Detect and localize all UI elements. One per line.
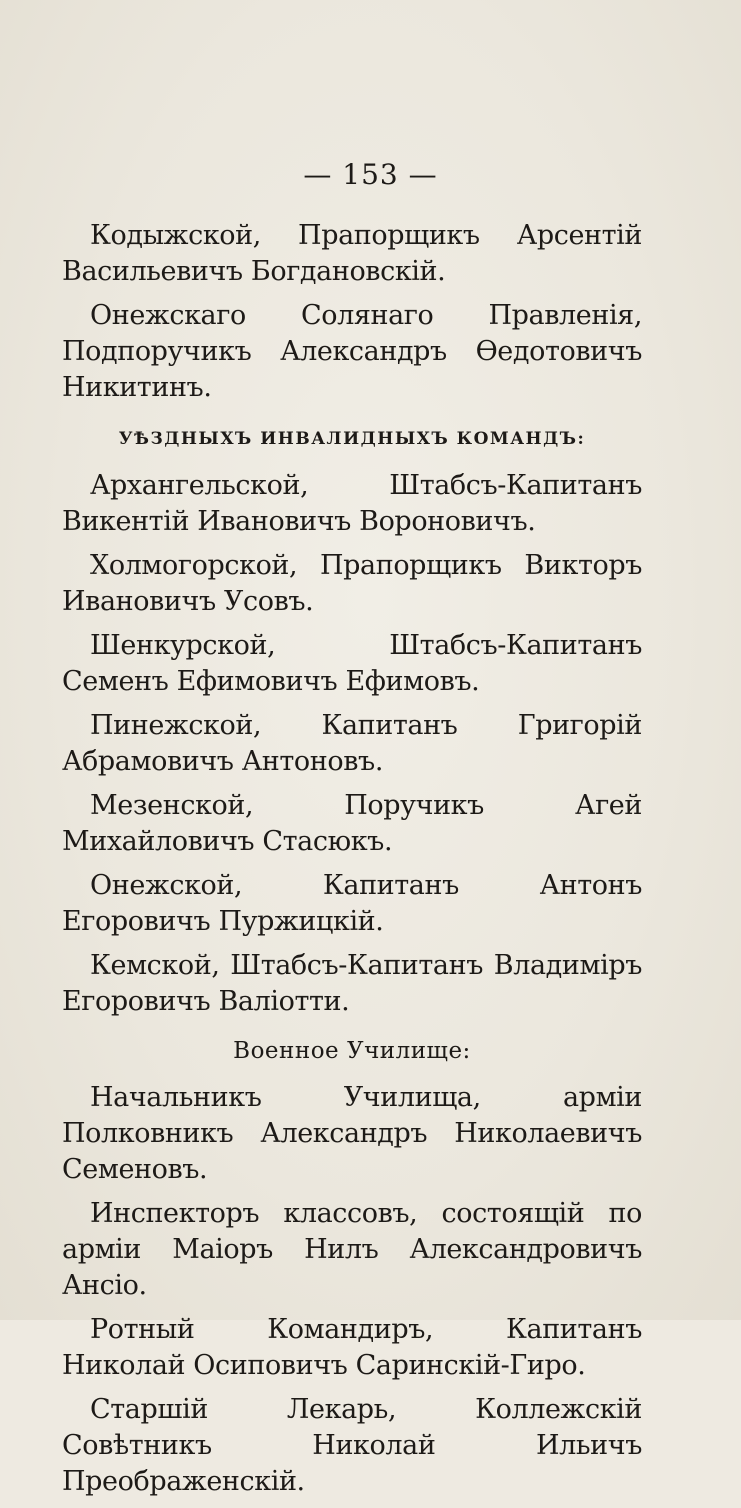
section-heading-invalid-commands: УѢЗДНЫХЪ ИНВАЛИДНЫХЪ КОМАНДЪ: xyxy=(118,429,586,449)
entry-pinezhskoy: Пинежской, Капитанъ Григорій Абрамовичъ Антоновъ. xyxy=(62,710,642,777)
entry-shenkurskoy: Шенкурской, Штабсъ-Капитанъ Семенъ Ефимовичъ Ефимовъ. xyxy=(62,630,642,697)
entry-kodyzhskoy: Кодыжской, Прапорщикъ Арсентій Васильевичъ Богдановскій. xyxy=(62,220,642,287)
entry-arkhangelskoy: Архангельской, Штабсъ-Капитанъ Викентій Ивановичъ Вороновичъ. xyxy=(62,470,642,537)
page-number: — 153 — xyxy=(303,158,438,191)
entry-company-commander: Ротный Командиръ, Капитанъ Николай Осиповичъ Саринскій-Гиро. xyxy=(62,1314,642,1381)
entry-onezhskoy: Онежской, Капитанъ Антонъ Егоровичъ Пуржицкій. xyxy=(62,870,642,937)
entry-kholmogorskoy: Холмогорской, Прапорщикъ Викторъ Ивановичъ Усовъ. xyxy=(62,550,642,617)
entry-class-inspector: Инспекторъ классовъ, состоящій по арміи Маіоръ Нилъ Александровичъ Ансіо. xyxy=(62,1198,642,1301)
entry-senior-physician: Старшій Лекарь, Коллежскій Совѣтникъ Николай Ильичъ Преображенскій. xyxy=(62,1394,642,1497)
text-block xyxy=(62,218,642,1508)
entry-school-chief: Начальникъ Училища, арміи Полковникъ Александръ Николаевичъ Семеновъ. xyxy=(62,1082,642,1185)
section-heading-military-school: Военное Училище: xyxy=(233,1038,471,1064)
entry-mezenskoy: Мезенской, Поручикъ Агей Михайловичъ Стасюкъ. xyxy=(62,790,642,857)
entry-onezhskago-solyanago: Онежскаго Солянаго Правленія, Подпоручикъ Александръ Ѳедотовичъ Никитинъ. xyxy=(62,300,642,403)
entry-kemskoy: Кемской, Штабсъ-Капитанъ Владиміръ Егоровичъ Валіотти. xyxy=(62,950,642,1017)
